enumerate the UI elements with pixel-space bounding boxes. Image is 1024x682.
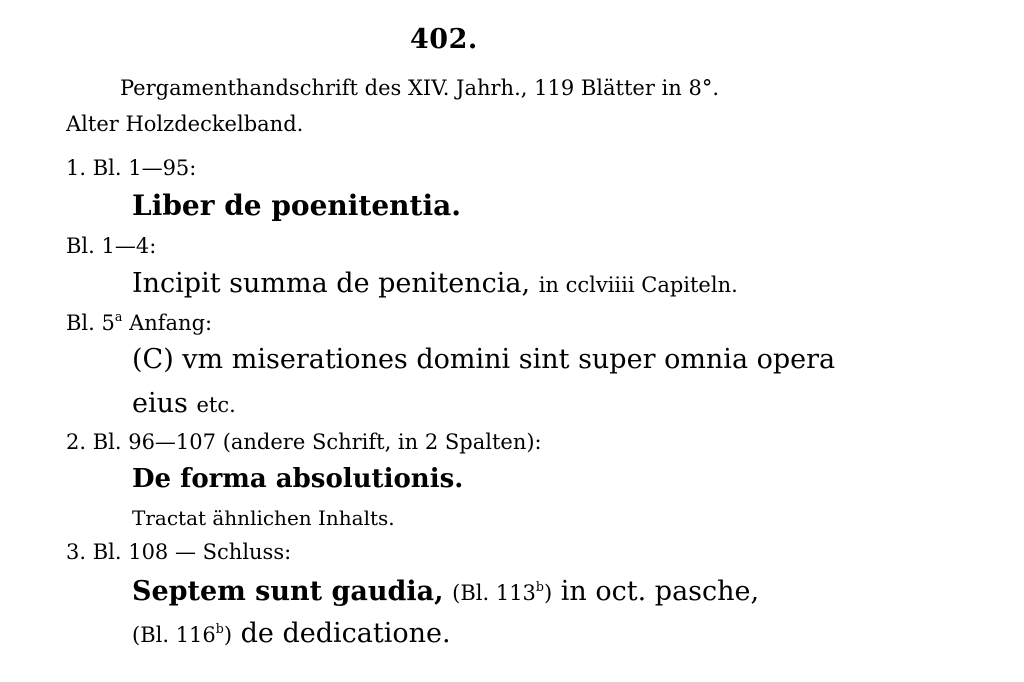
item-1-sub1-reference: Bl. 1—4: (66, 234, 157, 258)
incipit-line-2: eius etc. (132, 388, 236, 419)
item-1-title: Liber de poenitentia. (132, 189, 461, 222)
incipit-summa: Incipit summa de penitencia, (132, 268, 531, 299)
manuscript-description: Pergamenthandschrift des XIV. Jahrh., 119 Blätter in 8°. (120, 76, 720, 100)
item-2-title: De forma absolutionis. (132, 464, 464, 494)
item-2-note: Tractat ähnlichen Inhalts. (132, 506, 395, 530)
folio-ref-116: (Bl. 116$^b$) (132, 621, 233, 647)
item-3-reference: 3. Bl. 108 — Schluss: (66, 540, 292, 564)
entry-number: 402. (410, 24, 478, 55)
item-3-text-a: in oct. pasche, (560, 576, 760, 607)
incipit-line-1: (C) vm miserationes domini sint super omnia opera (132, 344, 836, 375)
chapter-count: in cclviiii Capiteln. (538, 273, 738, 297)
folio-ref-113: (Bl. 113$^b$) (452, 579, 553, 605)
binding-description: Alter Holzdeckelband. (66, 112, 304, 136)
item-1-sub1-text (132, 270, 738, 297)
item-1-reference: 1. Bl. 1—95: (66, 156, 197, 180)
item-3-title-line (132, 578, 759, 605)
item-3-title: Septem sunt gaudia, (132, 576, 444, 607)
item-1-sub2-reference: Bl. 5$^a$ Anfang: (66, 309, 213, 335)
item-3-second-line (132, 620, 451, 647)
item-2-reference: 2. Bl. 96—107 (andere Schrift, in 2 Spalten): (66, 430, 542, 454)
item-3-text-b: de dedicatione. (240, 618, 451, 649)
